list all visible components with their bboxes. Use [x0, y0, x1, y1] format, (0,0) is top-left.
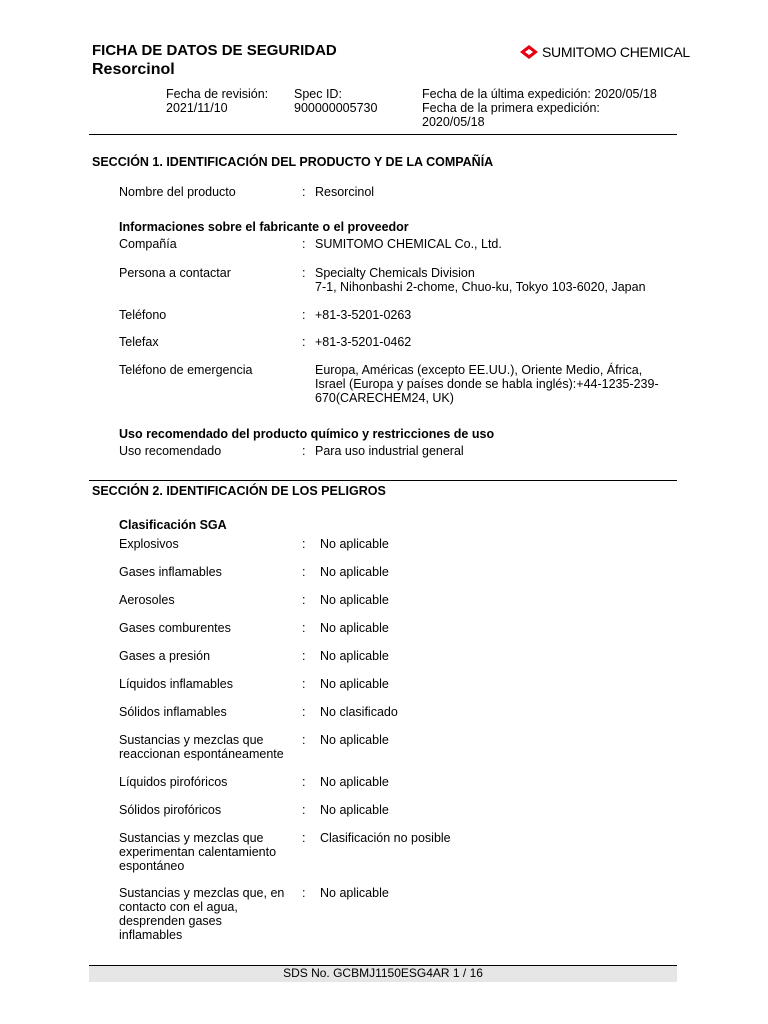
colon: : — [302, 803, 306, 817]
hazard-label-line: contacto con el agua, — [119, 900, 238, 914]
contact-line-2: 7-1, Nihonbashi 2-chome, Chuo-ku, Tokyo 103-6020, Japan — [315, 280, 646, 294]
contact-label: Persona a contactar — [119, 266, 231, 280]
emergency-value — [315, 363, 679, 405]
colon: : — [302, 775, 306, 789]
colon: : — [302, 185, 306, 199]
hazard-value: No aplicable — [320, 677, 389, 691]
fax-value: +81-3-5201-0462 — [315, 335, 412, 349]
hazard-value: No aplicable — [320, 593, 389, 607]
footer-text: SDS No. GCBMJ1150ESG4AR 1 / 16 — [283, 966, 483, 980]
colon: : — [302, 831, 306, 845]
hazard-value: No aplicable — [320, 649, 389, 663]
revision-block — [166, 87, 268, 115]
spec-id: 900000005730 — [294, 101, 378, 115]
colon: : — [302, 266, 306, 280]
hazard-label — [119, 733, 294, 761]
contact-line-1: Specialty Chemicals Division — [315, 266, 475, 280]
hazard-label: Sólidos pirofóricos — [119, 803, 222, 817]
hazard-label — [119, 831, 294, 873]
hazard-label-line: Sustancias y mezclas que — [119, 831, 264, 845]
use-heading: Uso recomendado del producto químico y restricciones de uso — [119, 427, 495, 441]
revision-label: Fecha de revisión: — [166, 87, 269, 101]
hazard-value: No aplicable — [320, 775, 389, 789]
hazard-label: Líquidos inflamables — [119, 677, 233, 691]
spec-label: Spec ID: — [294, 87, 342, 101]
company-label: Compañía — [119, 237, 177, 251]
ghs-heading: Clasificación SGA — [119, 518, 227, 532]
hazard-label: Sólidos inflamables — [119, 705, 227, 719]
colon: : — [302, 593, 306, 607]
header-divider — [89, 134, 677, 135]
colon: : — [302, 335, 306, 349]
product-name-value: Resorcinol — [315, 185, 375, 199]
hazard-value: No aplicable — [320, 565, 389, 579]
page-footer — [89, 965, 677, 982]
hazard-label-line: inflamables — [119, 928, 183, 942]
colon: : — [302, 308, 306, 322]
company-logo — [520, 44, 690, 60]
colon: : — [302, 537, 306, 551]
emergency-line-1: Europa, Américas (excepto EE.UU.), Oriente Medio, África, — [315, 363, 643, 377]
contact-value — [315, 266, 679, 294]
use-value: Para uso industrial general — [315, 444, 464, 458]
colon: : — [302, 621, 306, 635]
hazard-label: Gases a presión — [119, 649, 211, 663]
colon: : — [302, 444, 306, 458]
hazard-value: No aplicable — [320, 803, 389, 817]
hazard-label-line: Sustancias y mezclas que — [119, 733, 264, 747]
hazard-label: Gases inflamables — [119, 565, 222, 579]
first-issue-label: Fecha de la primera expedición: — [422, 101, 600, 115]
revision-date: 2021/11/10 — [166, 101, 228, 115]
spec-block — [294, 87, 377, 115]
colon: : — [302, 705, 306, 719]
sumitomo-logo-icon — [520, 45, 538, 59]
fax-label: Telefax — [119, 335, 159, 349]
colon: : — [302, 886, 306, 900]
hazard-label: Explosivos — [119, 537, 179, 551]
emergency-line-3: 670(CARECHEM24, UK) — [315, 391, 454, 405]
last-issue: Fecha de la última expedición: 2020/05/18 — [422, 87, 657, 101]
section1-title: SECCIÓN 1. IDENTIFICACIÓN DEL PRODUCTO Y DE LA COMPAÑÍA — [92, 155, 494, 169]
colon: : — [302, 733, 306, 747]
hazard-label-line: reaccionan espontáneamente — [119, 747, 284, 761]
hazard-label-line: experimentan calentamiento — [119, 845, 277, 859]
colon: : — [302, 565, 306, 579]
hazard-label: Líquidos pirofóricos — [119, 775, 228, 789]
hazard-label: Gases comburentes — [119, 621, 231, 635]
product-name-label: Nombre del producto — [119, 185, 236, 199]
hazard-value: No aplicable — [320, 537, 389, 551]
colon: : — [302, 649, 306, 663]
hazard-label-line: espontáneo — [119, 859, 185, 873]
emergency-label: Teléfono de emergencia — [119, 363, 253, 377]
supplier-heading: Informaciones sobre el fabricante o el proveedor — [119, 220, 409, 234]
first-issue-date: 2020/05/18 — [422, 115, 485, 129]
colon: : — [302, 677, 306, 691]
hazard-label — [119, 886, 294, 942]
hazard-value: No clasificado — [320, 705, 398, 719]
logo-text: SUMITOMO CHEMICAL — [542, 44, 690, 60]
document-title: FICHA DE DATOS DE SEGURIDAD — [92, 42, 337, 59]
hazard-label-line: Sustancias y mezclas que, en — [119, 886, 285, 900]
hazard-value: No aplicable — [320, 621, 389, 635]
company-value: SUMITOMO CHEMICAL Co., Ltd. — [315, 237, 502, 251]
product-title: Resorcinol — [92, 61, 175, 78]
section-divider — [89, 480, 677, 481]
emergency-line-2: Israel (Europa y países donde se habla inglés):+44-1235-239- — [315, 377, 659, 391]
issue-block — [422, 87, 657, 129]
use-label: Uso recomendado — [119, 444, 222, 458]
hazard-value: No aplicable — [320, 733, 389, 747]
hazard-label: Aerosoles — [119, 593, 175, 607]
colon: : — [302, 237, 306, 251]
hazard-value: No aplicable — [320, 886, 389, 900]
hazard-label-line: desprenden gases — [119, 914, 222, 928]
section2-title: SECCIÓN 2. IDENTIFICACIÓN DE LOS PELIGROS — [92, 484, 386, 498]
phone-label: Teléfono — [119, 308, 167, 322]
phone-value: +81-3-5201-0263 — [315, 308, 412, 322]
hazard-value: Clasificación no posible — [320, 831, 451, 845]
